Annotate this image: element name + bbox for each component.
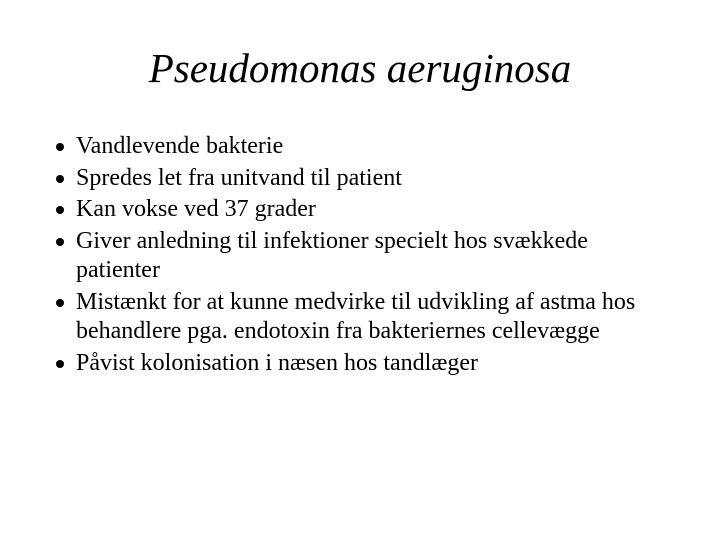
bullet-item	[56, 164, 676, 194]
bullet-dot-icon	[56, 360, 64, 368]
bullet-text: Vandlevende bakterie	[76, 133, 284, 159]
bullet-text: Giver anledning til infektioner specielt hos svækkede patienter	[76, 227, 588, 283]
bullet-dot-icon	[56, 238, 64, 246]
bullet-dot-icon	[56, 175, 64, 183]
bullet-dot-icon	[56, 206, 64, 214]
bullet-item	[56, 227, 676, 286]
bullet-list	[56, 132, 676, 380]
bullet-dot-icon	[56, 299, 64, 307]
bullet-item	[56, 132, 676, 162]
bullet-text: Mistænkt for at kunne medvirke til udvikling af astma hos behandlere pga. endotoxin fra bakteriernes cellevægge	[76, 288, 636, 344]
bullet-item	[56, 349, 676, 379]
bullet-text: Kan vokse ved 37 grader	[76, 196, 316, 222]
bullet-item	[56, 195, 676, 225]
bullet-text: Påvist kolonisation i næsen hos tandlæger	[76, 349, 478, 376]
bullet-text: Spredes let fra unitvand til patient	[76, 164, 402, 191]
bullet-item	[56, 288, 676, 347]
slide-title: Pseudomonas aeruginosa	[148, 45, 572, 91]
bullet-dot-icon	[56, 143, 64, 151]
